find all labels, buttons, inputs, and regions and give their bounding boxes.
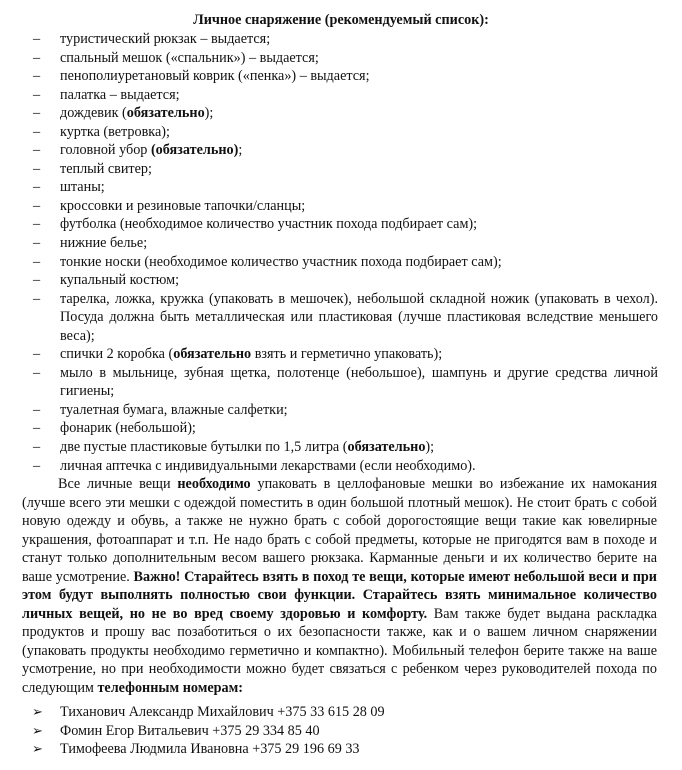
list-item: – личная аптечка с индивидуальными лекарствами (если необходимо). — [33, 457, 476, 474]
dash-bullet: – — [33, 401, 41, 418]
arrow-bullet-icon: ➢ — [32, 722, 43, 738]
page-title: Личное снаряжение (рекомендуемый список): — [193, 12, 489, 28]
list-item: – палатка – выдается; — [33, 86, 180, 103]
dash-bullet: – — [33, 123, 41, 140]
list-item: – тонкие носки (необходимое количество участник похода подбирает сам); — [33, 253, 502, 270]
list-item: – купальный костюм; — [33, 272, 180, 289]
list-item: – пенополиуретановый коврик («пенка») – выдается; — [33, 68, 370, 85]
dash-bullet: – — [33, 86, 41, 103]
list-item: – штаны; — [33, 179, 105, 196]
dash-bullet: – — [33, 272, 41, 289]
list-item: – кроссовки и резиновые тапочки/сланцы; — [33, 197, 306, 214]
dash-bullet: – — [33, 439, 41, 456]
dash-bullet: – — [33, 346, 41, 363]
dash-bullet: – — [33, 105, 41, 122]
contacts-list — [0, 703, 682, 759]
arrow-bullet-icon: ➢ — [32, 741, 43, 757]
dash-bullet: – — [33, 49, 41, 66]
dash-bullet: – — [33, 235, 41, 252]
dash-bullet: – — [33, 364, 41, 381]
dash-bullet: – — [33, 290, 41, 307]
contact-item: ➢ Тимофеева Людмила Ивановна +375 29 196 69 33 — [32, 741, 360, 758]
contact-item: ➢ Фомин Егор Витальевич +375 29 334 85 40 — [32, 722, 320, 739]
list-item: – две пустые пластиковые бутылки по 1,5 литра (обязательно); — [33, 439, 435, 456]
dash-bullet: – — [33, 420, 41, 437]
list-item: – спальный мешок («спальник») – выдается; — [33, 49, 319, 66]
list-item: – куртка (ветровка); — [33, 123, 170, 140]
list-item: – теплый свитер; — [33, 160, 152, 177]
dash-bullet: – — [33, 216, 41, 233]
list-item: – тарелка, ложка, кружка (упаковать в мешочек), небольшой складной ножик (упаковать в чехол). Посуда должна быть металлическая или пластиковая (лучше пластиковая вследствие меньшего веса); — [33, 290, 658, 344]
arrow-bullet-icon: ➢ — [32, 704, 43, 719]
list-item: – дождевик (обязательно); — [33, 105, 214, 122]
dash-bullet: – — [33, 197, 41, 214]
list-item: – спички 2 коробка (обязательно взять и герметично упаковать); — [33, 346, 443, 363]
dash-bullet: – — [33, 160, 41, 177]
dash-bullet: – — [33, 31, 41, 47]
dash-bullet: – — [33, 68, 41, 85]
list-item: – нижние белье; — [33, 235, 148, 252]
dash-bullet: – — [33, 253, 41, 270]
list-item: – головной убор (обязательно); — [33, 142, 243, 159]
gear-list — [0, 30, 682, 475]
list-item: – туристический рюкзак – выдается; — [33, 31, 271, 47]
dash-bullet: – — [33, 179, 41, 196]
list-item: – мыло в мыльнице, зубная щетка, полотенце (небольшое), шампунь и другие средства личной гигиены; — [33, 364, 658, 400]
list-item: – футболка (необходимое количество участник похода подбирает сам); — [33, 216, 478, 233]
list-item: – фонарик (небольшой); — [33, 420, 196, 437]
dash-bullet: – — [33, 142, 41, 159]
dash-bullet: – — [33, 457, 41, 474]
info-paragraph: Все личные вещи необходимо упаковать в целлофановые мешки во избежание их намокания (лучше всего эти мешки с одеждой поместить в один большой плотный мешок). Не стоит брать с собой новую одежду и обувь, а также не нужно брать с собой дорогостоящие вещи такие как ювелирные украшения, фотоаппарат и т.п. Не надо брать с собой предметы, которые не пригодятся вам в походе и станут только дополнительным весом вашего рюкзака. Карманные деньги и их количество берите на ваше усмотрение. Важно! Старайтесь взять в поход те вещи, которые имеют небольшой веси и при этом будут выполнять полностью свои функции. Старайтесь взять минимальное количество личных вещей, но не во вред своему здоровью и комфорту. Вам также будет выдана раскладка продуктов и прошу вас позаботиться о их безопасности также, как и о вашем личном снаряжении (упаковать продукты необходимо герметично и компактно). Мобильный телефон берите также на ваше усмотрение, но при необходимости можно будет связаться с ребенком через руководителей похода по следующим телефонным номерам: — [22, 476, 657, 697]
contact-item: ➢ Тиханович Александр Михайлович +375 33 615 28 09 — [32, 704, 385, 720]
list-item: – туалетная бумага, влажные салфетки; — [33, 401, 288, 418]
